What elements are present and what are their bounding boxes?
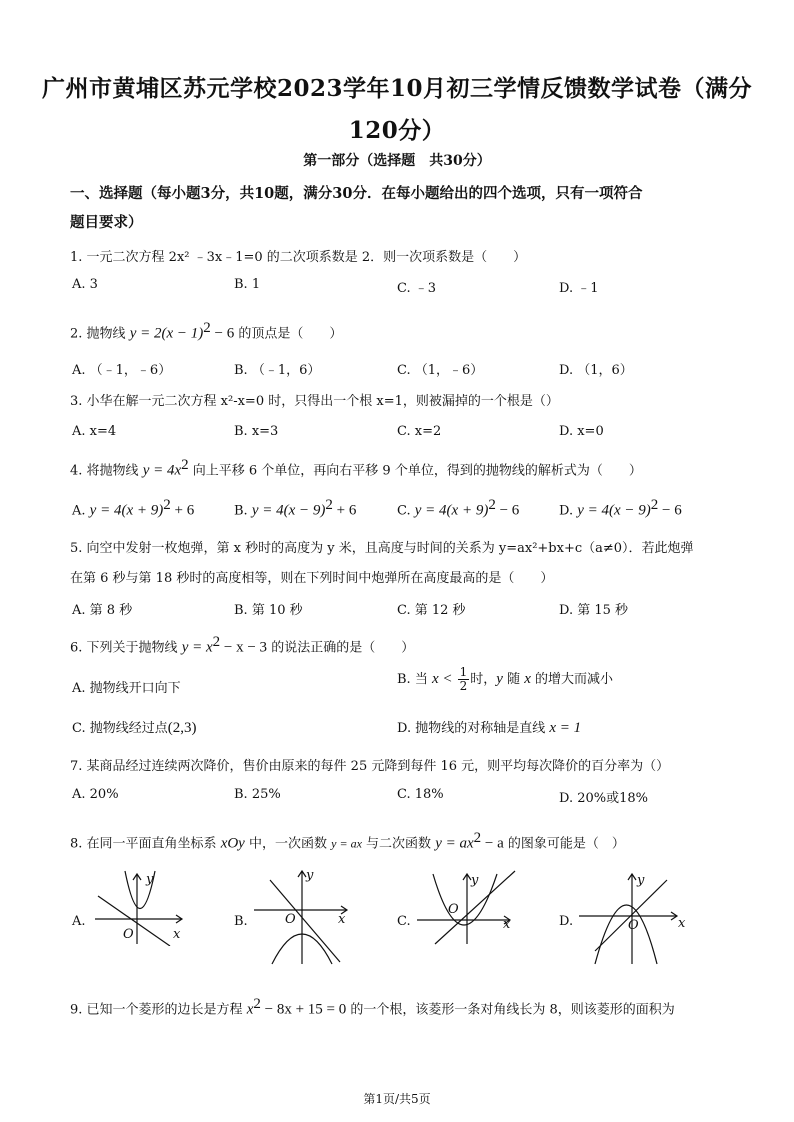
q8-linear: y = ax [331, 836, 362, 851]
q8-num: 8. 在同一平面直角坐标系 [70, 836, 217, 852]
q6-exp: 2 [212, 634, 221, 650]
q6-option-a: A. 抛物线开口向下 [72, 681, 181, 696]
question-5-line2: 在第 6 秒与第 18 秒时的高度相等，则在下列时间中炮弹所在高度最高的是（ ） [70, 571, 554, 586]
q8-quad-exp: 2 [473, 830, 482, 846]
q6-b-fraction [458, 666, 470, 693]
q8-graph-b [252, 866, 352, 966]
q5-option-d: D. 第 15 秒 [559, 603, 629, 618]
q4-c-expr: y = 4(x + 9) [414, 502, 489, 519]
q6-option-d [397, 717, 581, 737]
q8-quad-tail: − a [481, 835, 504, 852]
q6-c-point: (2,3) [167, 720, 197, 736]
q9-end: 的一个根，该菱形一条对角线长为 8，则该菱形的面积为 [350, 1002, 675, 1018]
q2-num: 2. 抛物线 [70, 326, 126, 342]
q1-option-b: B. 1 [234, 277, 261, 292]
q8-mid2: 与二次函数 [366, 836, 432, 852]
q6-d-expr: x = 1 [549, 720, 582, 736]
q4-a-expr: y = 4(x + 9) [89, 502, 164, 519]
q4-a-label: A. [72, 503, 86, 519]
q4-expr: y = 4x [142, 462, 182, 479]
q4-c-sq: 2 [488, 497, 496, 513]
q6-b-x: x < [431, 671, 453, 687]
q6-d-pre: D. 抛物线的对称轴是直线 [397, 721, 546, 736]
q4-b-sq: 2 [325, 497, 333, 513]
q4-end: 向上平移 6 个单位，再向右平移 9 个单位，得到的抛物线的解析式为（ ） [192, 463, 642, 479]
q8c-origin: O [448, 902, 459, 917]
q8-graph-c [415, 866, 525, 946]
q4-d-tail: − 6 [658, 502, 682, 519]
q6-option-b [397, 666, 613, 693]
q8-graph-b-label: B. [234, 914, 248, 929]
q4-b-label: B. [234, 503, 248, 519]
q6-b-den: 2 [459, 679, 468, 693]
q4-a-tail: + 6 [170, 502, 195, 519]
q8b-x-label: x [338, 912, 346, 927]
q4-c-tail: − 6 [495, 502, 520, 519]
q9-expr: x [246, 1001, 254, 1018]
q4-option-a [72, 497, 194, 519]
q2-tail: − 6 [210, 325, 235, 342]
q8-end: 的图象可能是（ ） [507, 836, 625, 852]
q5-option-a: A. 第 8 秒 [72, 603, 133, 618]
q8a-y-label: y [146, 872, 154, 887]
q6-b-y: y [496, 671, 503, 687]
q5-option-c: C. 第 12 秒 [397, 603, 466, 618]
q6-tail: − x − 3 [220, 639, 268, 656]
q6-b-post3: 的增大而减小 [530, 672, 614, 687]
exam-title-cont: 120分） [348, 117, 446, 144]
q6-b-pre: B. 当 [397, 672, 428, 687]
q9-pre: 9. 已知一个菱形的边长是方程 [70, 1002, 243, 1018]
q6-end: 的说法正确的是（ ） [271, 640, 415, 656]
q8c-x-label: x [503, 917, 511, 932]
q8-graph-c-label: C. [397, 914, 411, 929]
question-1: 1. 一元二次方程 2x² ﹣3x﹣1=0 的二次项系数是 2．则一次项系数是（ ） [70, 250, 527, 265]
question-7: 7. 某商品经过连续两次降价，售价由原来的每件 25 元降到每件 16 元，则平均每次降价的百分率为（） [70, 759, 670, 774]
q4-d-sq: 2 [650, 497, 659, 513]
question-4 [70, 457, 642, 479]
section-heading-cont: 题目要求） [70, 214, 143, 231]
q4-option-c [397, 497, 519, 519]
q3-option-a: A. x=4 [72, 424, 117, 439]
q4-b-tail: + 6 [332, 502, 357, 519]
q4-b-expr: y = 4(x − 9) [251, 502, 326, 519]
q7-option-c: C. 18% [397, 787, 444, 802]
question-3: 3. 小华在解一元二次方程 x²-x=0 时，只得出一个根 x=1，则被漏掉的一个根是（） [70, 394, 559, 409]
q3-option-b: B. x=3 [234, 424, 279, 439]
q7-option-b: B. 25% [234, 787, 281, 802]
q6-b-x2: x [524, 671, 531, 687]
q8b-y-label: y [306, 868, 314, 883]
question-8 [70, 830, 625, 852]
question-9 [70, 996, 675, 1018]
page-footer: 第1页/共5页 [363, 1092, 431, 1106]
section-heading: 一、选择题（每小题3分，共10题，满分30分．在每小题给出的四个选项，只有一项符合 [70, 185, 643, 202]
q8-system: xOy [220, 835, 245, 852]
q4-num: 4. 将抛物线 [70, 463, 139, 479]
q8d-parabola [595, 905, 657, 964]
q8-mid: 中，一次函数 [248, 836, 327, 852]
question-5-line1: 5. 向空中发射一枚炮弹，第 x 秒时的高度为 y 米，且高度与时间的关系为 y=ax²+bx+c（a≠0）．若此炮弹 [70, 541, 694, 556]
q2-expr: y = 2(x − 1) [129, 325, 204, 342]
q2-option-b: B. （﹣1，6） [234, 363, 321, 378]
q4-option-b [234, 497, 356, 519]
q1-option-d: D. ﹣1 [559, 281, 599, 296]
q2-option-c: C. （1，﹣6） [397, 363, 484, 378]
part-heading: 第一部分（选择题 共30分） [303, 153, 491, 169]
q4-d-expr: y = 4(x − 9) [577, 502, 651, 519]
q8d-x-label: x [678, 916, 686, 931]
q8a-origin: O [123, 927, 134, 942]
q8b-origin: O [285, 912, 296, 927]
q6-c-pre: C. 抛物线经过点 [72, 721, 168, 736]
q6-b-post2: 随 [502, 672, 525, 687]
q6-b-num: 1 [459, 665, 468, 679]
q9-exp: 2 [253, 996, 261, 1012]
q8d-origin: O [628, 918, 639, 933]
q5-option-b: B. 第 10 秒 [234, 603, 303, 618]
q1-option-a: A. 3 [72, 277, 98, 292]
q8d-y-label: y [637, 873, 645, 888]
q8-graph-d-label: D. [559, 914, 574, 929]
q4-option-d [559, 497, 682, 519]
question-2 [70, 320, 342, 342]
q6-b-post: 时， [470, 672, 497, 687]
q3-option-c: C. x=2 [397, 424, 442, 439]
q1-option-c: C. ﹣3 [397, 281, 437, 296]
q7-option-a: A. 20% [72, 787, 119, 802]
q8-graph-a-label: A. [72, 914, 86, 929]
q2-end: 的顶点是（ ） [238, 326, 343, 342]
q2-option-d: D. （1，6） [559, 363, 633, 378]
q8a-x-label: x [173, 927, 181, 942]
q6-option-c [72, 717, 197, 737]
q4-d-label: D. [559, 503, 574, 519]
q2-option-a: A. （﹣1，﹣6） [72, 363, 172, 378]
q6-num: 6. 下列关于抛物线 [70, 640, 178, 656]
q9-tail: − 8x + 15 = 0 [260, 1001, 347, 1018]
q8-graph-d [577, 866, 687, 966]
exam-title: 广州市黄埔区苏元学校2023学年10月初三学情反馈数学试卷（满分 [41, 75, 753, 102]
q2-exp: 2 [203, 320, 211, 336]
q8-quad: y = ax [435, 835, 474, 852]
question-6 [70, 634, 414, 656]
q3-option-d: D. x=0 [559, 424, 604, 439]
q8c-y-label: y [471, 873, 479, 888]
q7-option-d: D. 20%或18% [559, 791, 649, 806]
q4-c-label: C. [397, 503, 411, 519]
q6-expr: y = x [181, 639, 213, 656]
q4-a-sq: 2 [163, 497, 171, 513]
q4-exp: 2 [181, 457, 189, 473]
